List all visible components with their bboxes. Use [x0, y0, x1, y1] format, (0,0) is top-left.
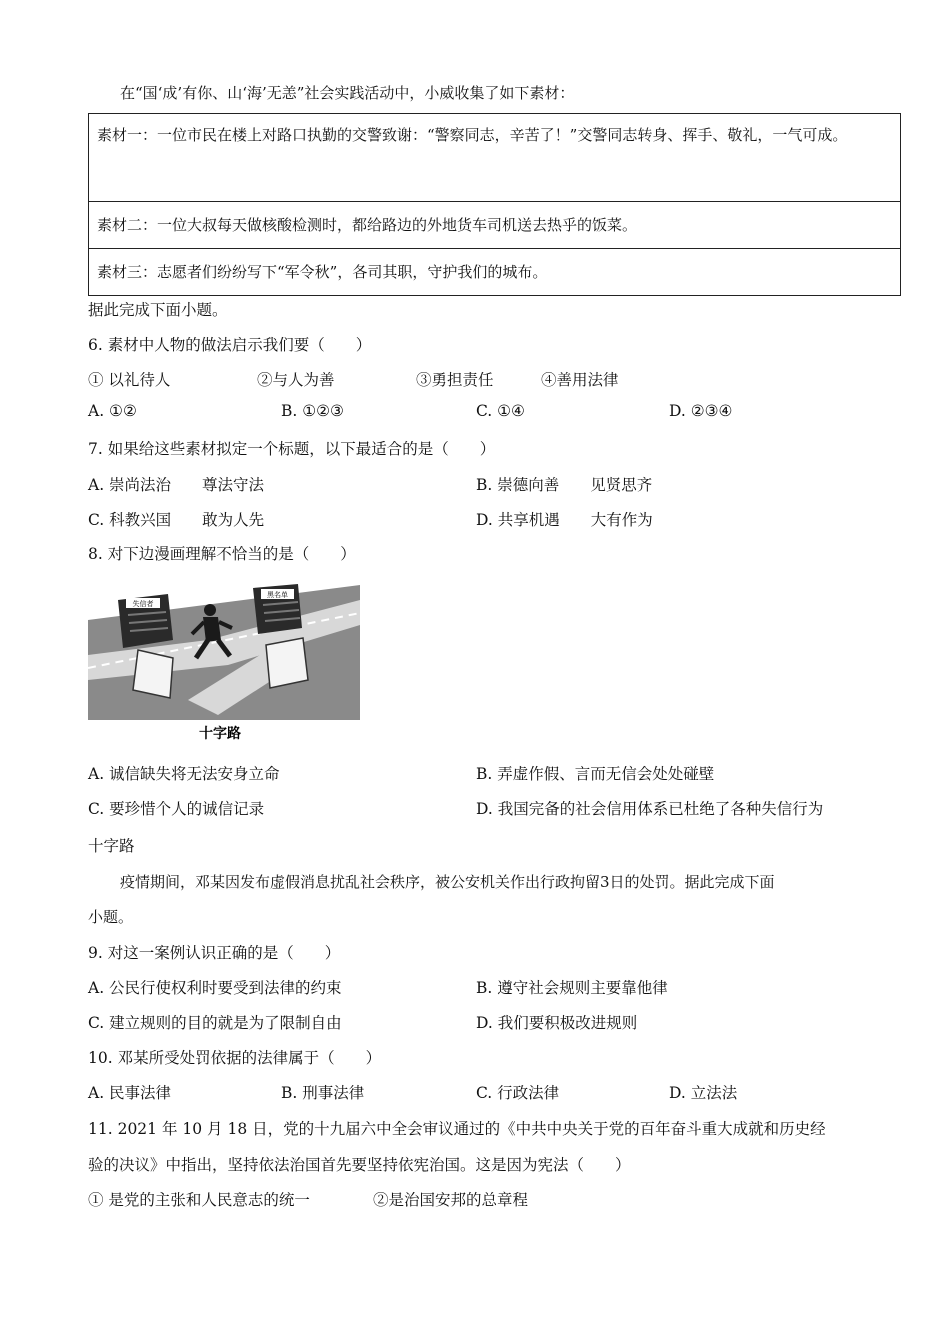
q10-option-c: C. 行政法律	[476, 1084, 560, 1102]
case-intro-line2: 小题。	[88, 908, 134, 926]
case-intro-line1: 疫情期间，邓某因发布虚假消息扰乱社会秩序，被公安机关作出行政拘留3日的处罚。据此完成下面	[120, 873, 775, 891]
q7-option-a: A. 崇尚法治 尊法守法	[88, 476, 265, 494]
q11-item-1: ① 是党的主张和人民意志的统一	[88, 1191, 310, 1209]
instruction-text: 据此完成下面小题。	[88, 301, 228, 319]
material-3: 素材三：志愿者们纷纷写下“军令秋”，各司其职，守护我们的城布。	[89, 249, 901, 296]
q11-stem-line1: 11. 2021 年 10 月 18 日，党的十九届六中全会审议通过的《中共中央关于党的百年奋斗重大成就和历史经	[88, 1120, 826, 1138]
q7-option-b: B. 崇德向善 见贤思齐	[476, 476, 653, 494]
q9-option-c: C. 建立规则的目的就是为了限制自由	[88, 1014, 342, 1032]
board-left	[133, 650, 173, 698]
crossroad-cartoon	[88, 580, 360, 748]
q8-option-c: C. 要珍惜个人的诚信记录	[88, 800, 265, 818]
q6-stem: 6. 素材中人物的做法启示我们要（ ）	[88, 336, 372, 354]
q10-option-b: B. 刑事法律	[281, 1084, 365, 1102]
q8-option-d: D. 我国完备的社会信用体系已杜绝了各种失信行为	[476, 800, 824, 818]
q7-stem: 7. 如果给这些素材拟定一个标题，以下最适合的是（ ）	[88, 440, 496, 458]
cartoon-caption: 十字路	[199, 726, 241, 742]
q9-option-d: D. 我们要积极改进规则	[476, 1014, 638, 1032]
q9-option-b: B. 遵守社会规则主要靠他律	[476, 979, 668, 997]
q10-option-a: A. 民事法律	[88, 1084, 172, 1102]
q8-option-b: B. 弄虚作假、言而无信会处处碰壁	[476, 765, 715, 783]
q7-option-c: C. 科教兴国 敢为人先	[88, 511, 265, 529]
q6-option-a: A. ①②	[88, 402, 137, 420]
board-right	[266, 638, 308, 688]
q8-option-a: A. 诚信缺失将无法安身立命	[88, 765, 280, 783]
q10-stem: 10. 邓某所受处罚依据的法律属于（ ）	[88, 1049, 382, 1067]
q6-item-3: ③勇担责任	[416, 371, 494, 389]
q8-trailing-text: 十字路	[88, 837, 135, 855]
q7-option-d: D. 共享机遇 大有作为	[476, 511, 653, 529]
q6-option-b: B. ①②③	[281, 402, 344, 420]
q11-stem-line2: 验的决议》中指出，坚持依法治国首先要坚持依宪治国。这是因为宪法（ ）	[88, 1156, 631, 1174]
q6-item-2: ②与人为善	[257, 371, 335, 389]
q9-option-a: A. 公民行使权利时要受到法律的约束	[88, 979, 342, 997]
materials-table	[88, 113, 901, 296]
q10-option-d: D. 立法法	[669, 1084, 738, 1102]
q6-option-d: D. ②③④	[669, 402, 733, 420]
q6-item-1: ① 以礼待人	[88, 371, 171, 389]
material-1: 素材一：一位市民在楼上对路口执勤的交警致谢：“警察同志，辛苦了！”交警同志转身、挥手、敬礼，一气可成。	[89, 114, 901, 202]
material-2: 素材二：一位大叔每天做核酸检测时，都给路边的外地货车司机送去热乎的饭菜。	[89, 202, 901, 249]
q6-option-c: C. ①④	[476, 402, 525, 420]
q9-stem: 9. 对这一案例认识正确的是（ ）	[88, 944, 341, 962]
sign-right-label: 黑名单	[267, 591, 288, 599]
q8-stem: 8. 对下边漫画理解不恰当的是（ ）	[88, 545, 356, 563]
intro-text: 在“国‘成’有你、山‘海’无恙”社会实践活动中，小威收集了如下素材：	[120, 84, 575, 102]
q11-item-2: ②是治国安邦的总章程	[373, 1191, 529, 1209]
q6-item-4: ④善用法律	[541, 371, 619, 389]
sign-left-label: 失信者	[132, 600, 154, 608]
